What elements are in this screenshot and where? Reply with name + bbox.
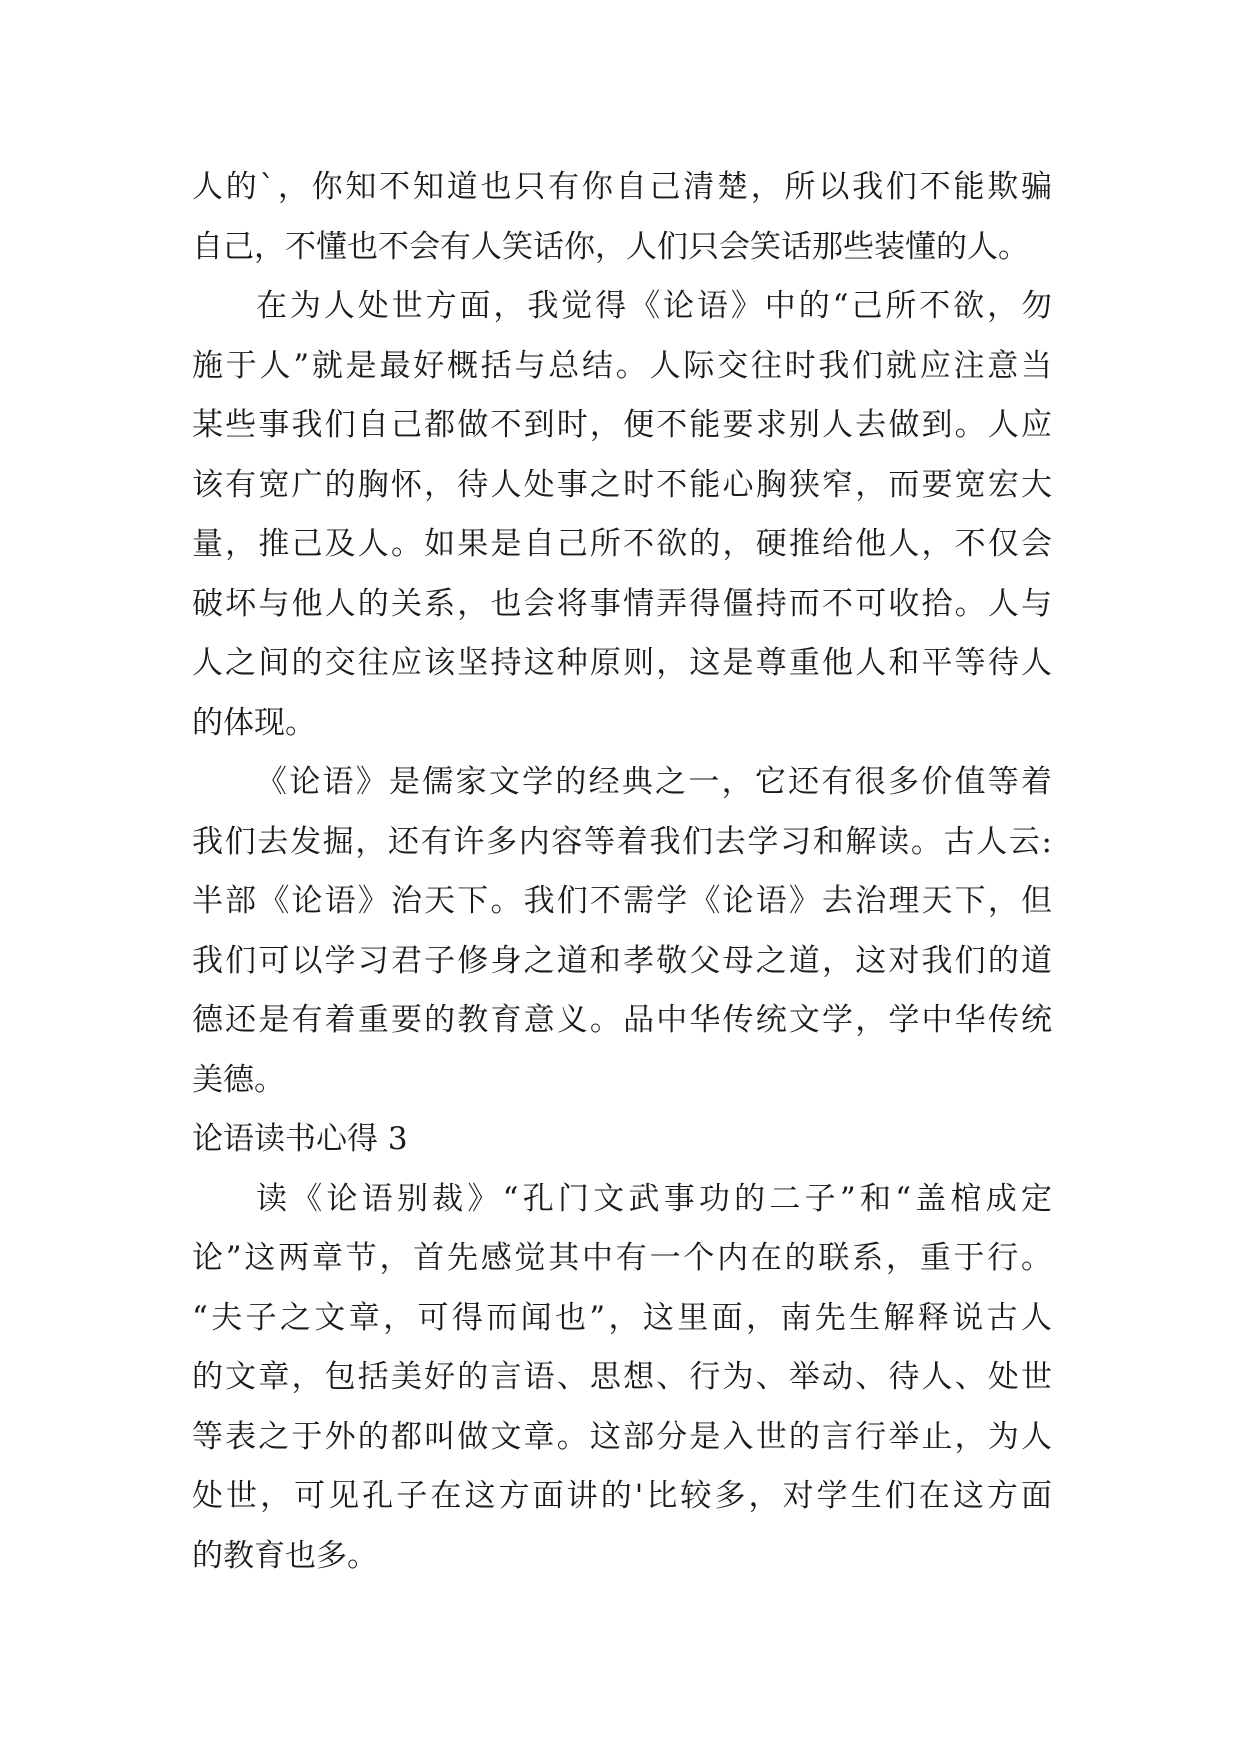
paragraph-4-line-2: 论”这两章节，首先感觉其中有一个内在的联系，重于行。 (192, 1240, 1052, 1276)
paragraph-4-line-7: 的教育也多。 (192, 1537, 378, 1574)
paragraph-4-line-1: 读《论语别裁》“孔门文武事功的二子”和“盖棺成定 (256, 1180, 1052, 1217)
paragraph-2-line-7: 人之间的交往应该坚持这种原则，这是尊重他人和平等待人 (192, 645, 1052, 681)
paragraph-3-line-1: 《论语》是儒家文学的经典之一，它还有很多价值等着 (256, 764, 1052, 800)
paragraph-2-line-6: 破坏与他人的关系，也会将事情弄得僵持而不可收拾。人与 (192, 585, 1052, 622)
paragraph-3-line-5: 德还是有着重要的教育意义。品中华传统文学，学中华传统 (192, 1002, 1052, 1038)
paragraph-2-line-4: 该有宽广的胸怀，待人处事之时不能心胸狭窄，而要宽宏大 (192, 466, 1052, 503)
paragraph-2-line-2: 施于人”就是最好概括与总结。人际交往时我们就应注意当 (192, 347, 1052, 384)
section-title: 论语读书心得 3 (192, 1121, 408, 1157)
paragraph-4-line-5: 等表之于外的都叫做文章。这部分是入世的言行举止，为人 (192, 1418, 1052, 1455)
paragraph-2-line-3: 某些事我们自己都做不到时，便不能要求别人去做到。人应 (192, 407, 1052, 443)
paragraph-4-line-6: 处世，可见孔子在这方面讲的'比较多，对学生们在这方面 (192, 1478, 1052, 1514)
paragraph-3-line-3: 半部《论语》治天下。我们不需学《论语》去治理天下，但 (192, 883, 1052, 919)
paragraph-2-line-5: 量，推己及人。如果是自己所不欲的，硬推给他人，不仅会 (192, 526, 1052, 562)
paragraph-1-line-1: 人的`，你知不知道也只有你自己清楚，所以我们不能欺骗 (192, 169, 1052, 205)
document-body (192, 158, 1052, 1586)
paragraph-3-line-4: 我们可以学习君子修身之道和孝敬父母之道，这对我们的道 (192, 942, 1052, 979)
paragraph-3-line-2: 我们去发掘，还有许多内容等着我们去学习和解读。古人云: (192, 823, 1052, 860)
paragraph-4-line-3: “夫子之文章，可得而闻也”，这里面，南先生解释说古人 (192, 1299, 1052, 1336)
paragraph-2-line-8: 的体现。 (192, 704, 316, 741)
paragraph-4-line-4: 的文章，包括美好的言语、思想、行为、举动、待人、处世 (192, 1359, 1052, 1395)
paragraph-1-line-2: 自己，不懂也不会有人笑话你，人们只会笑话那些装懂的人。 (192, 228, 1029, 265)
paragraph-2-line-1: 在为人处世方面，我觉得《论语》中的“己所不欲，勿 (256, 288, 1052, 324)
paragraph-3-line-6: 美德。 (192, 1061, 285, 1098)
